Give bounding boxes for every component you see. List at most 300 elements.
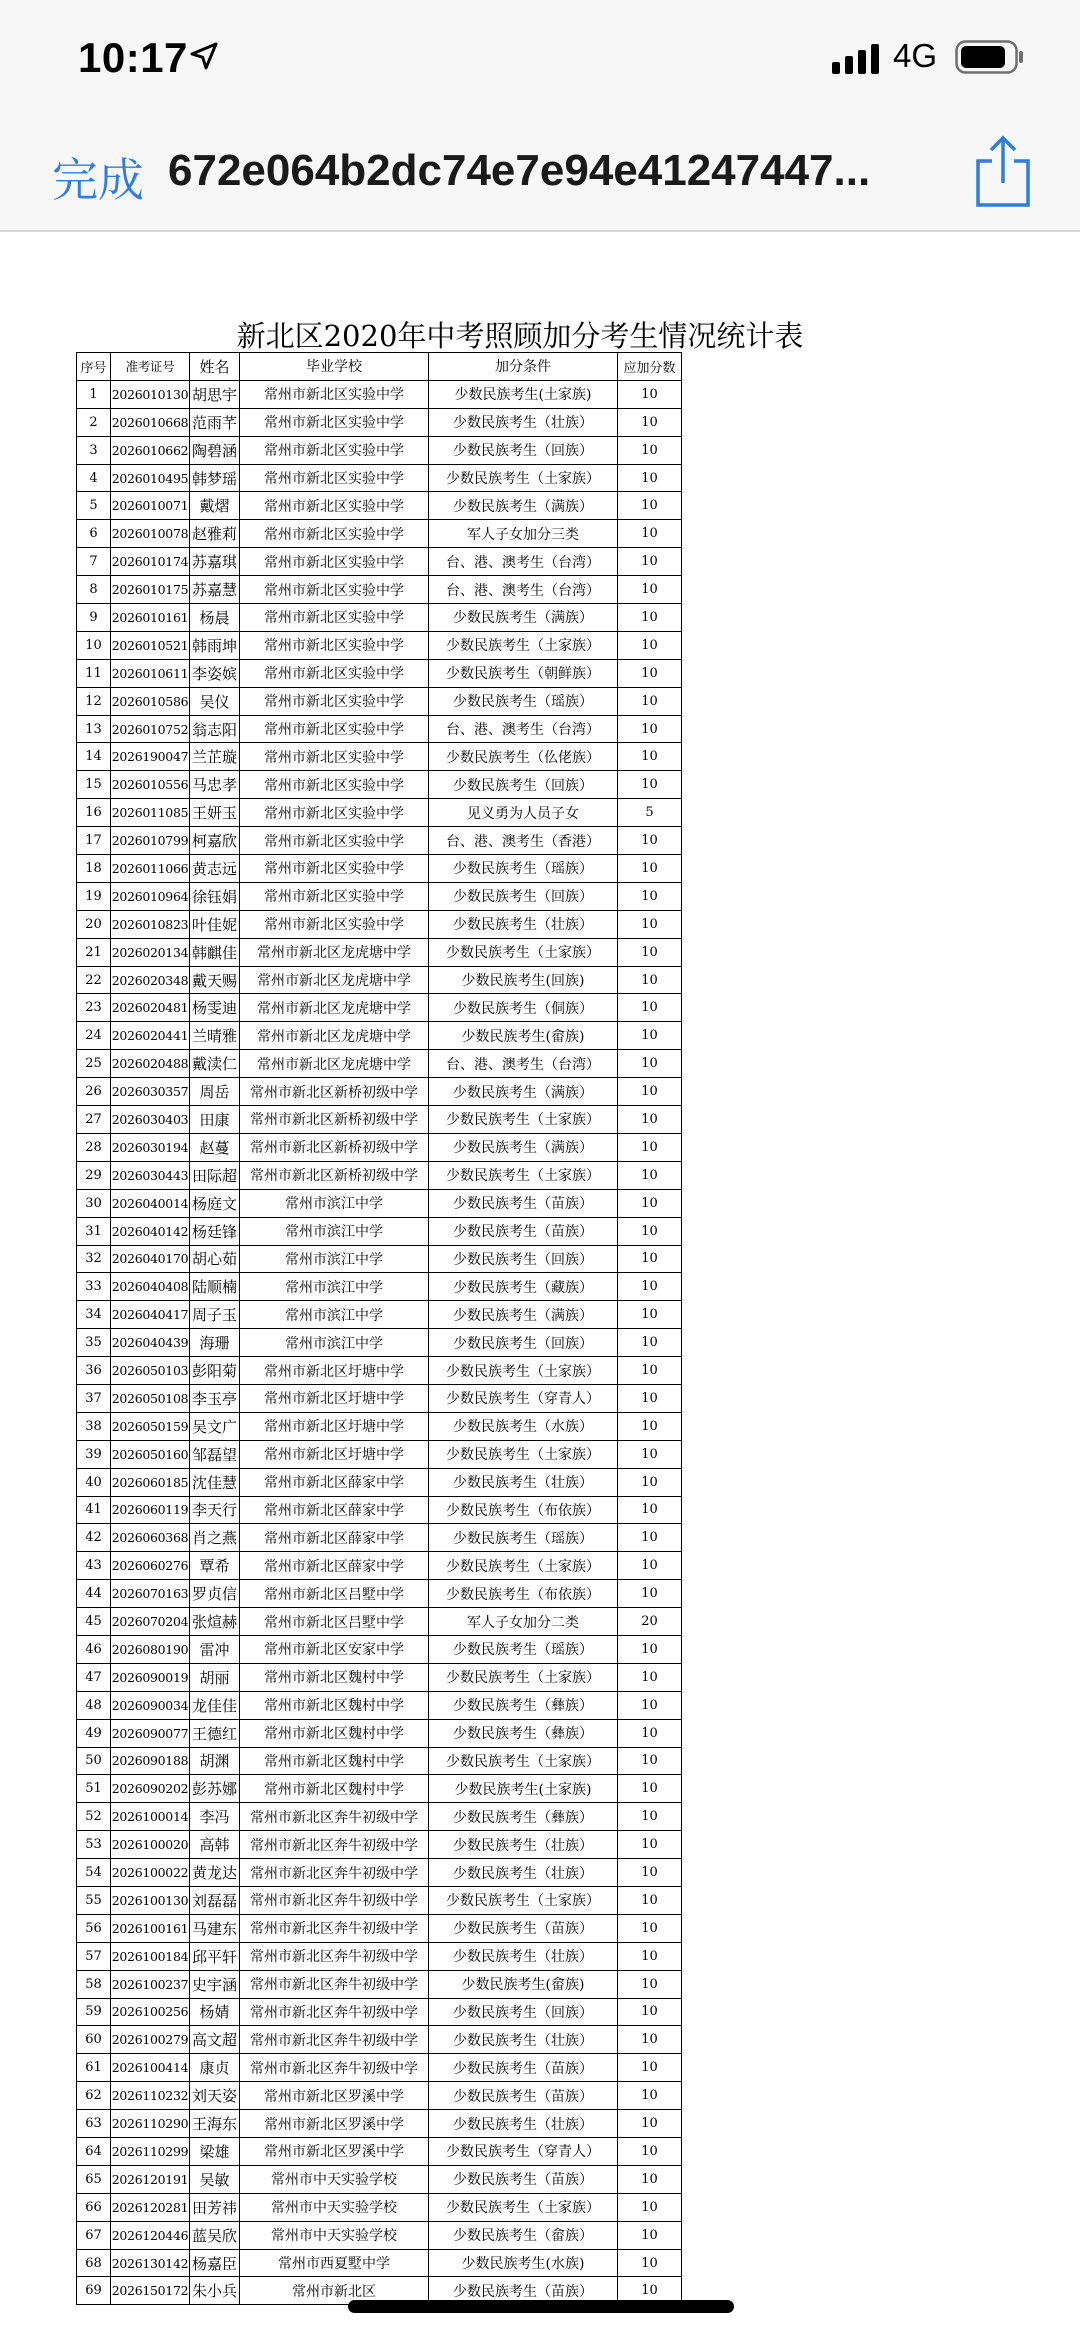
cell-exam-id: 2026020134 [111,938,190,966]
cell-seq: 10 [77,631,111,659]
cell-seq: 21 [77,938,111,966]
table-row [77,436,682,464]
cell-school: 常州市新北区奔牛初级中学 [240,1859,429,1887]
cell-name: 戴天赐 [190,966,240,994]
cell-school: 常州市新北区实验中学 [240,659,429,687]
cell-condition: 少数民族考生（朝鲜族） [429,659,618,687]
cell-condition: 台、港、澳考生（台湾） [429,576,618,604]
cell-score: 10 [618,1050,682,1078]
cell-name: 胡心茹 [190,1245,240,1273]
cell-school: 常州市新北区新桥初级中学 [240,1078,429,1106]
cell-seq: 59 [77,1998,111,2026]
cell-condition: 少数民族考生（满族） [429,604,618,632]
cell-school: 常州市滨江中学 [240,1245,429,1273]
table-row [77,1663,682,1691]
cell-seq: 5 [77,492,111,520]
cell-seq: 43 [77,1552,111,1580]
cell-seq: 52 [77,1803,111,1831]
cell-school: 常州市新北区实验中学 [240,799,429,827]
cell-name: 杨雯迪 [190,994,240,1022]
cell-school: 常州市新北区魏村中学 [240,1691,429,1719]
table-row [77,1803,682,1831]
table-row [77,408,682,436]
cell-score: 10 [618,2026,682,2054]
cell-name: 王德红 [190,1719,240,1747]
cell-name: 徐钰娟 [190,882,240,910]
cell-name: 杨廷锋 [190,1217,240,1245]
cell-seq: 18 [77,855,111,883]
table-row [77,1078,682,1106]
cell-condition: 少数民族考生（回族） [429,882,618,910]
cell-name: 吴敏 [190,2165,240,2193]
cell-name: 韩雨坤 [190,631,240,659]
cell-school: 常州市新北区实验中学 [240,408,429,436]
cell-condition: 少数民族考生（壮族） [429,2110,618,2138]
cell-condition: 台、港、澳考生（台湾） [429,548,618,576]
table-row [77,687,682,715]
cell-score: 10 [618,1217,682,1245]
cell-name: 兰芷璇 [190,743,240,771]
cell-school: 常州市新北区实验中学 [240,882,429,910]
cell-exam-id: 2026010495 [111,464,190,492]
cell-school: 常州市新北区奔牛初级中学 [240,1970,429,1998]
cell-school: 常州市新北区新桥初级中学 [240,1106,429,1134]
cell-name: 彭阳菊 [190,1357,240,1385]
cell-condition: 少数民族考生（土家族） [429,1161,618,1189]
cell-condition: 少数民族考生（瑶族） [429,687,618,715]
cell-name: 戴熠 [190,492,240,520]
cell-name: 杨庭文 [190,1189,240,1217]
cell-name: 田芳祎 [190,2193,240,2221]
cell-name: 兰晴雅 [190,1022,240,1050]
cell-exam-id: 2026100014 [111,1803,190,1831]
cell-school: 常州市新北区新桥初级中学 [240,1133,429,1161]
cell-score: 10 [618,1942,682,1970]
cell-score: 10 [618,1970,682,1998]
cell-exam-id: 2026100020 [111,1831,190,1859]
cell-name: 彭苏娜 [190,1775,240,1803]
cell-seq: 11 [77,659,111,687]
cell-score: 10 [618,1719,682,1747]
cell-seq: 49 [77,1719,111,1747]
table-row [77,1468,682,1496]
cell-school: 常州市新北区龙虎塘中学 [240,938,429,966]
cell-condition: 少数民族考生(回族) [429,966,618,994]
cell-condition: 少数民族考生（彝族） [429,1691,618,1719]
cell-seq: 29 [77,1161,111,1189]
cell-seq: 13 [77,715,111,743]
cell-exam-id: 2026090188 [111,1747,190,1775]
cell-score: 10 [618,1440,682,1468]
cell-exam-id: 2026040439 [111,1329,190,1357]
table-row [77,2249,682,2277]
cell-score: 10 [618,1133,682,1161]
cell-score: 10 [618,1831,682,1859]
cell-school: 常州市新北区 [240,2277,429,2305]
cell-score: 10 [618,1998,682,2026]
cell-score: 10 [618,2110,682,2138]
cell-score: 10 [618,1078,682,1106]
cell-seq: 3 [77,436,111,464]
cell-exam-id: 2026070204 [111,1608,190,1636]
document-view[interactable] [0,232,1080,2337]
cell-score: 10 [618,1161,682,1189]
table-row [77,604,682,632]
cell-exam-id: 2026190047 [111,743,190,771]
table-row [77,1914,682,1942]
table-row [77,827,682,855]
table-row [77,1635,682,1663]
sheet-title: 新北区2020年中考照顾加分考生情况统计表 [236,319,804,353]
cell-score: 10 [618,1580,682,1608]
cell-score: 5 [618,799,682,827]
table-row [77,1775,682,1803]
table-row [77,1859,682,1887]
cell-school: 常州市新北区圩塘中学 [240,1384,429,1412]
table-row [77,910,682,938]
cell-condition: 少数民族考生（彝族） [429,1803,618,1831]
cell-name: 黄龙达 [190,1859,240,1887]
cell-school: 常州市新北区龙虎塘中学 [240,966,429,994]
cell-school: 常州市新北区奔牛初级中学 [240,1998,429,2026]
cell-exam-id: 2026011085 [111,799,190,827]
cell-name: 胡渊 [190,1747,240,1775]
cell-school: 常州市新北区奔牛初级中学 [240,1886,429,1914]
cell-condition: 少数民族考生（布依族） [429,1580,618,1608]
cell-exam-id: 2026060119 [111,1496,190,1524]
cell-school: 常州市新北区龙虎塘中学 [240,1022,429,1050]
cell-score: 10 [618,604,682,632]
cell-seq: 36 [77,1357,111,1385]
cell-condition: 少数民族考生（仫佬族） [429,743,618,771]
table-row [77,2193,682,2221]
cell-condition: 少数民族考生（满族） [429,1301,618,1329]
cell-score: 10 [618,1635,682,1663]
cell-exam-id: 2026030403 [111,1106,190,1134]
table-row [77,938,682,966]
cell-condition: 台、港、澳考生（台湾） [429,1050,618,1078]
cell-seq: 9 [77,604,111,632]
cell-school: 常州市新北区龙虎塘中学 [240,994,429,1022]
cell-school: 常州市新北区实验中学 [240,910,429,938]
score-table [76,352,682,2305]
cell-school: 常州市新北区奔牛初级中学 [240,1914,429,1942]
cell-seq: 14 [77,743,111,771]
cell-seq: 17 [77,827,111,855]
cell-condition: 少数民族考生（壮族） [429,1468,618,1496]
cell-condition: 少数民族考生（壮族） [429,1859,618,1887]
cell-score: 10 [618,1663,682,1691]
cell-seq: 44 [77,1580,111,1608]
table-row [77,799,682,827]
cell-name: 周岳 [190,1078,240,1106]
cell-exam-id: 2026070163 [111,1580,190,1608]
share-icon[interactable] [972,135,1034,209]
cell-school: 常州市新北区薛家中学 [240,1524,429,1552]
table-row [77,520,682,548]
cell-exam-id: 2026010799 [111,827,190,855]
cell-condition: 少数民族考生（苗族） [429,2082,618,2110]
cell-name: 刘天姿 [190,2082,240,2110]
cell-name: 叶佳妮 [190,910,240,938]
table-row [77,1747,682,1775]
table-row [77,882,682,910]
cell-condition: 少数民族考生（藏族） [429,1273,618,1301]
cell-name: 苏嘉慧 [190,576,240,604]
cell-seq: 54 [77,1859,111,1887]
cell-score: 10 [618,1803,682,1831]
cell-exam-id: 2026120281 [111,2193,190,2221]
cell-condition: 少数民族考生（苗族） [429,1217,618,1245]
table-row [77,1329,682,1357]
cell-school: 常州市新北区奔牛初级中学 [240,1803,429,1831]
cell-seq: 31 [77,1217,111,1245]
cell-exam-id: 2026020348 [111,966,190,994]
cell-school: 常州市新北区实验中学 [240,492,429,520]
cell-condition: 少数民族考生（土家族） [429,1747,618,1775]
cell-name: 李玉亭 [190,1384,240,1412]
cell-condition: 少数民族考生（满族） [429,1133,618,1161]
table-row [77,1970,682,1998]
cell-name: 翁志阳 [190,715,240,743]
cell-condition: 少数民族考生（壮族） [429,910,618,938]
cell-name: 黄志远 [190,855,240,883]
cell-exam-id: 2026100022 [111,1859,190,1887]
cell-exam-id: 2026010175 [111,576,190,604]
cell-exam-id: 2026060368 [111,1524,190,1552]
cell-score: 10 [618,1552,682,1580]
table-row [77,1412,682,1440]
cell-condition: 少数民族考生（土家族） [429,1106,618,1134]
cell-name: 杨晨 [190,604,240,632]
cell-school: 常州市新北区罗溪中学 [240,2138,429,2166]
cell-score: 10 [618,520,682,548]
table-row [77,1719,682,1747]
table-row [77,855,682,883]
cell-exam-id: 2026040014 [111,1189,190,1217]
cell-seq: 20 [77,910,111,938]
cell-seq: 28 [77,1133,111,1161]
cell-exam-id: 2026011066 [111,855,190,883]
table-header-row [77,353,682,381]
cell-school: 常州市新北区实验中学 [240,380,429,408]
cell-seq: 4 [77,464,111,492]
table-row [77,1440,682,1468]
cell-school: 常州市滨江中学 [240,1329,429,1357]
cell-name: 苏嘉琪 [190,548,240,576]
cell-condition: 少数民族考生（壮族） [429,408,618,436]
cell-name: 高韩 [190,1831,240,1859]
table-row [77,1384,682,1412]
cell-exam-id: 2026030194 [111,1133,190,1161]
cell-school: 常州市新北区实验中学 [240,576,429,604]
cell-condition: 少数民族考生（满族） [429,492,618,520]
cell-condition: 少数民族考生（穿青人） [429,1384,618,1412]
cell-name: 吴文广 [190,1412,240,1440]
battery-icon [955,40,1025,74]
cell-name: 陆顺楠 [190,1273,240,1301]
cell-condition: 少数民族考生（苗族） [429,2277,618,2305]
cell-seq: 26 [77,1078,111,1106]
network-type: 4G [893,37,938,74]
cell-score: 10 [618,631,682,659]
cell-seq: 38 [77,1412,111,1440]
cell-condition: 少数民族考生（苗族） [429,2165,618,2193]
table-row [77,1189,682,1217]
cell-name: 杨婧 [190,1998,240,2026]
cell-exam-id: 2026100161 [111,1914,190,1942]
cell-seq: 34 [77,1301,111,1329]
cell-exam-id: 2026050160 [111,1440,190,1468]
cell-school: 常州市新北区魏村中学 [240,1775,429,1803]
cell-school: 常州市新北区实验中学 [240,827,429,855]
cell-exam-id: 2026090019 [111,1663,190,1691]
cell-exam-id: 2026010556 [111,771,190,799]
cell-exam-id: 2026130142 [111,2249,190,2277]
cell-exam-id: 2026020488 [111,1050,190,1078]
cell-seq: 25 [77,1050,111,1078]
cell-score: 10 [618,994,682,1022]
cell-score: 10 [618,1412,682,1440]
cell-seq: 64 [77,2138,111,2166]
table-row [77,2110,682,2138]
cell-score: 10 [618,910,682,938]
cell-condition: 少数民族考生（土家族） [429,1886,618,1914]
table-row [77,1524,682,1552]
table-row [77,631,682,659]
cell-score: 10 [618,1524,682,1552]
cell-seq: 45 [77,1608,111,1636]
cell-condition: 少数民族考生（壮族） [429,2026,618,2054]
cell-exam-id: 2026100256 [111,1998,190,2026]
cell-exam-id: 2026040170 [111,1245,190,1273]
cell-seq: 24 [77,1022,111,1050]
table-row [77,1161,682,1189]
cell-exam-id: 2026010071 [111,492,190,520]
cell-score: 10 [618,827,682,855]
location-arrow-icon [188,40,220,72]
cell-condition: 少数民族考生（土家族） [429,1663,618,1691]
cell-exam-id: 2026020481 [111,994,190,1022]
cell-score: 10 [618,2165,682,2193]
cell-score: 10 [618,436,682,464]
cell-school: 常州市中天实验学校 [240,2165,429,2193]
table-row [77,1273,682,1301]
table-row [77,548,682,576]
table-row [77,2138,682,2166]
cell-exam-id: 2026040408 [111,1273,190,1301]
table-row [77,743,682,771]
cell-name: 龙佳佳 [190,1691,240,1719]
cell-seq: 68 [77,2249,111,2277]
document-title: 672e064b2dc74e7e94e41247447... [168,146,871,195]
cell-school: 常州市新北区实验中学 [240,771,429,799]
cell-condition: 少数民族考生（穿青人） [429,2138,618,2166]
cell-exam-id: 2026090034 [111,1691,190,1719]
cell-exam-id: 2026100414 [111,2054,190,2082]
cell-name: 柯嘉欣 [190,827,240,855]
cell-school: 常州市新北区实验中学 [240,855,429,883]
cell-name: 刘磊磊 [190,1886,240,1914]
table-row [77,1942,682,1970]
cell-name: 海珊 [190,1329,240,1357]
cell-condition: 少数民族考生（苗族） [429,2054,618,2082]
cell-condition: 少数民族考生（回族） [429,1998,618,2026]
signal-bars-icon [832,44,882,74]
cell-exam-id: 2026020441 [111,1022,190,1050]
cell-exam-id: 2026010521 [111,631,190,659]
cell-condition: 少数民族考生（土家族） [429,1440,618,1468]
cell-condition: 少数民族考生(土家族) [429,1775,618,1803]
cell-seq: 41 [77,1496,111,1524]
cell-condition: 少数民族考生(畲族) [429,1022,618,1050]
status-time: 10:17 [78,34,188,81]
cell-condition: 少数民族考生（土家族） [429,2193,618,2221]
cell-score: 10 [618,966,682,994]
done-button[interactable]: 完成 [52,153,144,207]
cell-name: 王海东 [190,2110,240,2138]
cell-name: 邹磊望 [190,1440,240,1468]
table-row [77,2221,682,2249]
cell-condition: 少数民族考生（苗族） [429,1189,618,1217]
cell-school: 常州市新北区实验中学 [240,520,429,548]
header-seq: 序号 [77,353,111,381]
cell-name: 韩麒佳 [190,938,240,966]
cell-condition: 少数民族考生（畲族） [429,2221,618,2249]
cell-name: 雷冲 [190,1635,240,1663]
table-row [77,1608,682,1636]
cell-condition: 少数民族考生（土家族） [429,1552,618,1580]
cell-seq: 63 [77,2110,111,2138]
cell-condition: 少数民族考生（回族） [429,771,618,799]
cell-exam-id: 2026110299 [111,2138,190,2166]
cell-exam-id: 2026120191 [111,2165,190,2193]
table-row [77,492,682,520]
cell-condition: 少数民族考生（壮族） [429,1942,618,1970]
table-row [77,1552,682,1580]
cell-exam-id: 2026100237 [111,1970,190,1998]
cell-score: 10 [618,1384,682,1412]
cell-condition: 少数民族考生（土家族） [429,631,618,659]
cell-seq: 23 [77,994,111,1022]
cell-school: 常州市新北区实验中学 [240,436,429,464]
cell-name: 赵蔓 [190,1133,240,1161]
cell-seq: 33 [77,1273,111,1301]
table-body [77,380,682,2304]
cell-seq: 15 [77,771,111,799]
cell-condition: 军人子女加分三类 [429,520,618,548]
cell-exam-id: 2026010964 [111,882,190,910]
cell-exam-id: 2026030443 [111,1161,190,1189]
cell-exam-id: 2026090202 [111,1775,190,1803]
cell-score: 10 [618,771,682,799]
cell-school: 常州市新北区安家中学 [240,1635,429,1663]
cell-exam-id: 2026040142 [111,1217,190,1245]
cell-school: 常州市新北区实验中学 [240,548,429,576]
home-indicator[interactable] [348,2300,734,2313]
cell-score: 10 [618,2193,682,2221]
cell-seq: 48 [77,1691,111,1719]
table-row [77,1886,682,1914]
table-row [77,715,682,743]
cell-seq: 19 [77,882,111,910]
cell-school: 常州市西夏墅中学 [240,2249,429,2277]
cell-seq: 62 [77,2082,111,2110]
header-score: 应加分数 [618,353,682,381]
cell-name: 胡思宇 [190,380,240,408]
cell-seq: 6 [77,520,111,548]
cell-score: 10 [618,715,682,743]
